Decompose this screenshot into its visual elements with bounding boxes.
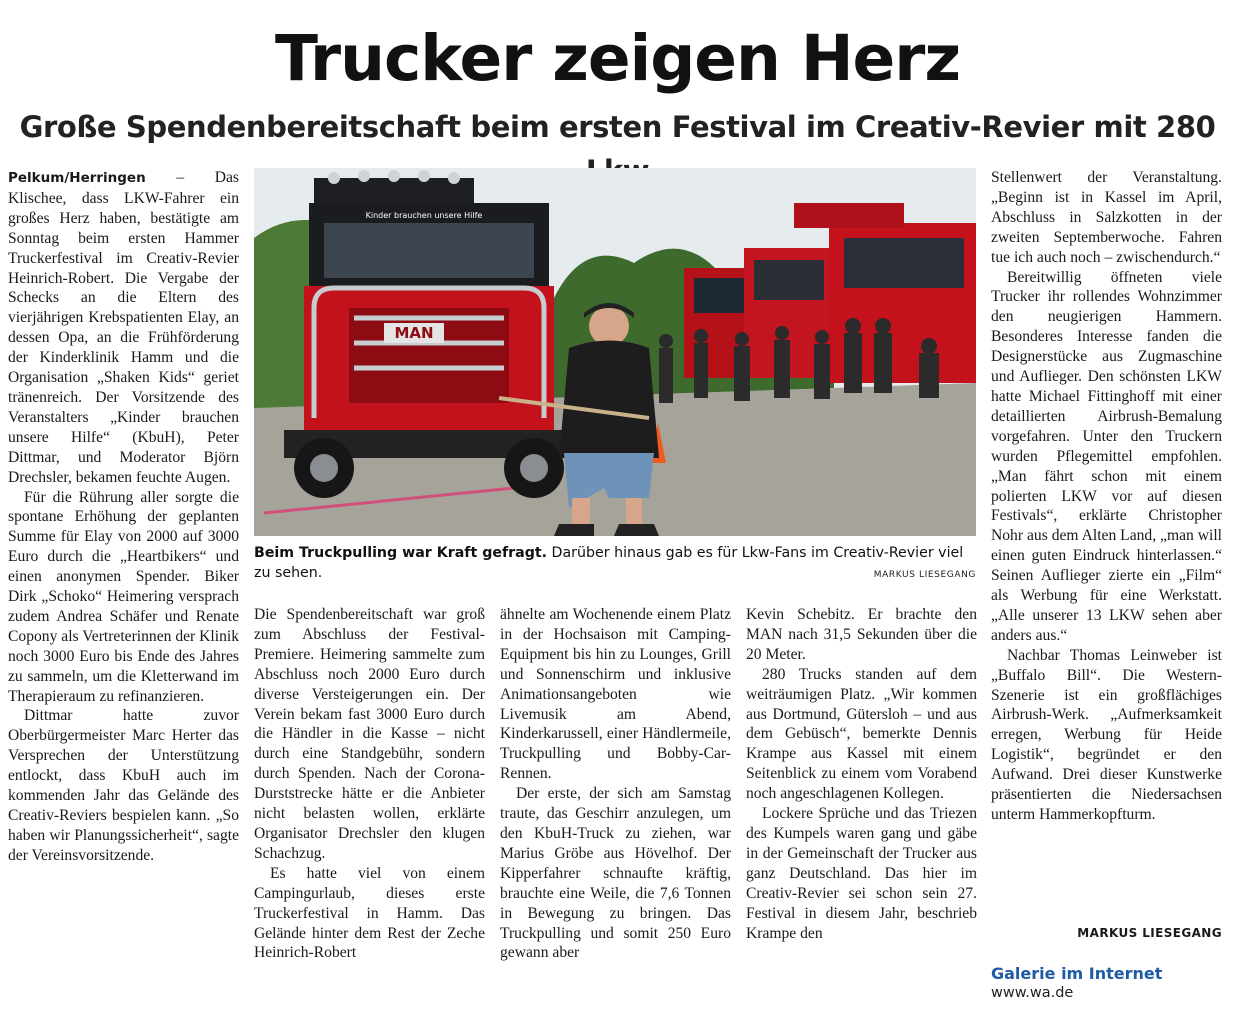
paragraph: Lockere Sprüche und das Triezen des Kumpels waren gang und gäbe in der Gemeinschaft der Trucker aus ganz Deutschland. Das hier im Creativ-Revier sei schon sein 27. Festival in diesem Jahr, beschrieb Krampe den — [746, 805, 977, 942]
article-photo — [254, 168, 976, 536]
article-column-5 — [991, 168, 1222, 943]
paragraph: 280 Trucks standen auf dem weiträumigen Platz. „Wir kommen aus Dortmund, Gütersloh – und aus dem Gebüsch“, bemerkte Dennis Krampe aus Kassel mit einem Seitenblick zu einem vom Vorabend noch angeschlagenen Kollegen. — [746, 665, 977, 803]
article-column-1 — [8, 168, 239, 1008]
article-column-3 — [500, 605, 731, 1010]
paragraph: ähnelte am Wochenende einem Platz in der Hochsaison mit Camping-Equipment bis hin zu Lounges, Grill und Sonnenschirm und inklusive Animationsangeboten wie Livemusik am Abend, Kinderkarussell, einer Händlermeile, Truckpulling und Bobby-Car-Rennen. — [500, 606, 731, 783]
paragraph: Dittmar hatte zuvor Oberbürgermeister Marc Herter das Versprechen der Unterstützung entlockt, dass KbuH auch im kommenden Jahr das Gelände des Creativ-Reviers bespielen kann. „So haben wir Planungssicherheit“, sagte der Vereinsvorsitzende. — [8, 707, 239, 864]
dateline: Pelkum/Herringen — [8, 170, 146, 186]
paragraph: Nachbar Thomas Leinweber ist „Buffalo Bill“. Die Western-Szenerie ist ein großflächiges Airbrush-Werk. „Aufmerksamkeit erregen, Werbung für Heide Logistik“, begründet er den Aufwand. Drei dieser Kunstwerke präsentierten die Niedersachsen unterm Hammerkopfturm. — [991, 646, 1222, 823]
paragraph: Stellenwert der Veranstaltung. „Beginn ist in Kassel im April, Abschluss in Salzkotten in der zweiten Septemberwoche. Fahren tue ich auch noch – zwischendurch.“ — [991, 169, 1222, 266]
caption-text: Darüber hinaus gab es für Lkw-Fans im Creativ-Revier viel zu sehen. — [254, 545, 964, 581]
paragraph: Es hatte viel von einem Campingurlaub, dieses erste Truckerfestival in Hamm. Das Gelände hinter dem Rest der Zeche Heinrich-Robert — [254, 864, 485, 962]
gallery-url[interactable]: www.wa.de — [991, 985, 1074, 1001]
man-truck — [284, 170, 574, 498]
paragraph: Der erste, der sich am Samstag traute, das Geschirr anzulegen, um den KbuH-Truck zu ziehen, war Marius Gröbe aus Hövelhof. Der Kipperfahrer schnaufte kräftig, brauchte eine Weile, die 7,6 Tonnen in Bewegung zu bringen. Das Truckpulling und somit 250 Euro gewann aber — [500, 785, 731, 962]
lead-paragraph — [8, 168, 239, 488]
photo-credit: MARKUS LIESEGANG — [873, 570, 976, 580]
paragraph: Die Spendenbereitschaft war groß zum Abschluss der Festival-Premiere. Heimering sammelte zum Abschluss noch 2000 Euro durch diverse Versteigerungen ein. Der Verein bekam fast 3000 Euro durch die Händler in die Kasse – nicht durch eine Standgebühr, sondern durch Spenden. Nach der Corona-Durststrecke hätte er die Anbieter nicht belasten wollen, erklärte Organisator Drechsler den klugen Schachzug. — [254, 606, 485, 862]
gallery-title[interactable]: Galerie im Internet — [991, 964, 1163, 983]
article-column-4 — [746, 605, 977, 1010]
paragraph: Bereitwillig öffneten viele Trucker ihr rollendes Wohnzimmer den neugierigen Hammern. Besonderes Interesse fanden die Designerstücke aus Zugmaschine und Auflieger. Den schönsten LKW hatte Michael Fittinghoff mit einer detaillierten Airbrush-Bemalung vorgefahren. Unter den Truckern wurden Pflegemittel empfohlen. „Man fährt schon mit einem polierten LKW vor auf diesen Festivals“, erklärte Christopher Nohr aus dem Alten Land, „man will einen guten Eindruck hinterlassen.“ Seinen Auflieger zierte ein „Film“ als Werbung für eine Werkstatt. „Alle unserer 13 LKW sehen aber anders aus.“ — [991, 268, 1222, 644]
paragraph: Für die Rührung aller sorgte die spontane Erhöhung der geplanten Summe für Elay von 2000 auf 3000 Euro durch die „Heartbikers“ und einen anonymen Spender. Biker Dirk „Schoko“ Heimering versprach zudem Andrea Schäfer und Renate Copony als Vertreterinnen der Klinik noch 3000 Euro bis Ende des Jahres zu sammeln, um die Kletterwand im Therapieraum zu refinanzieren. — [8, 488, 239, 705]
truckpulling-photo — [254, 168, 976, 536]
photo-caption — [254, 543, 976, 583]
windscreen-text: Kinder brauchen unsere Hilfe — [365, 211, 483, 220]
headline: Trucker zeigen Herz — [274, 22, 961, 95]
subheadline: Große Spendenbereitschaft beim ersten Festival im Creativ-Revier mit 280 — [19, 110, 1216, 144]
lead-text: – Das Klischee, dass LKW-Fahrer ein großes Herz haben, bestätigte am Sonntag beim ersten Hammer Truckerfestival im Creativ-Revier Heinrich-Robert. Die Vergabe der Schecks an die Eltern des vierjährigen Krebspatienten Elay, an dessen Opa, an die Frühförderung der Kinderklinik Hamm und die Organisation „Shaken Kids“ geriet tränenreich. Der Vorsitzende des Veranstalters „Kinder brauchen unsere Hilfe“ (KbuH), Peter Dittmar, und Moderator Björn Drechsler, bekamen feuchte Augen. — [8, 169, 239, 486]
truck-brand: MAN — [394, 324, 434, 342]
caption-bold: Beim Truckpulling war Kraft gefragt. — [254, 545, 548, 561]
author-byline: MARKUS LIESEGANG — [1077, 926, 1222, 940]
paragraph: Kevin Schebitz. Er brachte den MAN nach 31,5 Sekunden über die 20 Meter. — [746, 606, 977, 663]
article-column-2 — [254, 605, 485, 1010]
